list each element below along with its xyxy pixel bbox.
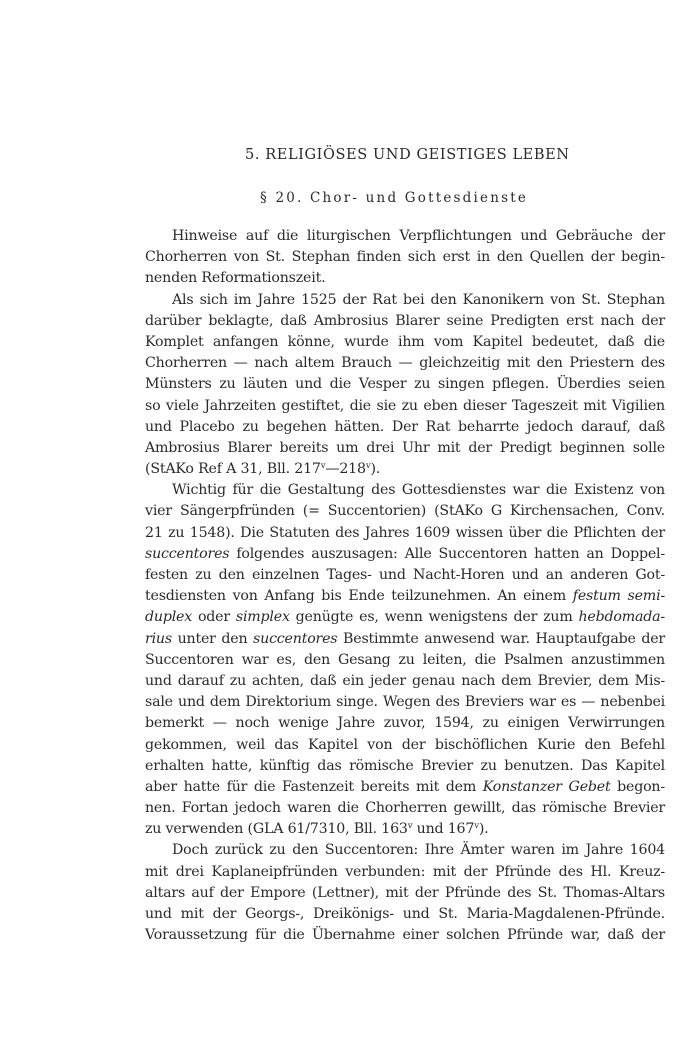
italic-term: duplex <box>145 609 193 626</box>
text-run: ). <box>478 821 489 838</box>
text-line: nenden Reformationszeit. <box>145 270 326 287</box>
text-line: Ambrosius Blarer bereits um drei Uhr mit der Predigt beginnen solle <box>145 439 665 456</box>
text-line: vier Sängerpfründen (= Succentorien) (StAKo G Kirchensachen, Conv. <box>145 503 665 520</box>
text-run: (StAKo Ref A 31, Bll. 217 <box>145 461 321 478</box>
text-line: Komplet anfangen könne, wurde ihm vom Kapitel bedeutet, daß die <box>145 333 665 350</box>
section-heading: § 20. Chor- und Gottesdienste <box>260 190 529 206</box>
text-line: Succentoren war es, den Gesang zu leiten, die Psalmen anzustimmen <box>145 651 665 668</box>
text-line: gekommen, weil das Kapitel von der bischöflichen Kurie den Befehl <box>145 736 665 753</box>
italic-term: festum semi- <box>572 588 665 605</box>
superscript: v <box>320 461 326 472</box>
text-line: Münsters zu läuten und die Vesper zu singen pflegen. Überdies seien <box>145 376 665 393</box>
text-line: Doch zurück zu den Succentoren: Ihre Ämter waren im Jahre 1604 <box>172 842 665 859</box>
text-line: sale und dem Direktorium singe. Wegen des Breviers war es — nebenbei <box>145 694 665 711</box>
text-run: zu verwenden (GLA 61/7310, Bll. 163 <box>145 821 408 838</box>
superscript: v <box>407 821 413 832</box>
text-line: 21 zu 1548). Die Statuten des Jahres 1609 wissen über die Pflichten der <box>145 524 665 541</box>
text-run: tesdiensten von Anfang bis Ende teilzunehmen. An einem <box>145 588 573 605</box>
text-run: folgendes auszusagen: Alle Succentoren hatten an Doppel- <box>229 545 665 562</box>
italic-term: simplex <box>235 609 290 626</box>
text-line <box>145 819 665 840</box>
text-line <box>145 459 665 480</box>
text-line: Chorherren von St. Stephan finden sich erst in den Quellen der begin- <box>145 249 665 266</box>
text-run: Bestimmte anwesend war. Hauptaufgabe der <box>337 630 665 647</box>
text-line: Hinweise auf die liturgischen Verpflichtungen und Gebräuche der <box>172 228 665 244</box>
chapter-heading: 5. RELIGIÖSES UND GEISTIGES LEBEN <box>245 147 570 163</box>
superscript: v <box>365 461 371 472</box>
text-run: —218 <box>325 461 366 478</box>
text-line: Chorherren — nach altem Brauch — gleichzeitig mit den Priestern des <box>145 355 665 372</box>
italic-term: rius <box>145 630 172 647</box>
text-line <box>145 629 665 650</box>
text-line: bemerkt — noch wenige Jahre zuvor, 1594, zu einigen Verwirrungen <box>145 715 665 732</box>
text-line: altars auf der Empore (Lettner), mit der Pfründe des St. Thomas-Altars <box>145 884 665 901</box>
text-line: erhalten hatte, künftig das römische Brevier zu benutzen. Das Kapitel <box>145 757 665 774</box>
text-line <box>145 607 665 628</box>
text-run: und 167 <box>412 821 475 838</box>
italic-term: hebdomada- <box>578 609 665 626</box>
text-line: und darauf zu achten, daß ein jeder genau nach dem Brevier, dem Mis- <box>145 672 665 689</box>
superscript: v <box>474 821 479 832</box>
text-run: oder <box>192 609 236 626</box>
italic-term: succentores <box>145 545 230 562</box>
text-run: begon- <box>610 778 665 795</box>
italic-term: Konstanzer Gebet <box>482 778 611 795</box>
text-line: und Placebo zu begehen hätten. Der Rat beharrte jedoch darauf, daß <box>145 418 665 435</box>
text-line: nen. Fortan jedoch waren die Chorherren gewillt, das römische Brevier <box>145 800 665 817</box>
text-line: Wichtig für die Gestaltung des Gottesdienstes war die Existenz von <box>172 482 665 499</box>
text-run: aber hatte für die Fastenzeit bereits mit dem <box>145 778 483 795</box>
text-line: mit drei Kaplaneipfründen verbunden: mit der Pfründe des Hl. Kreuz- <box>145 863 665 880</box>
text-line: und mit der Georgs-, Dreikönigs- und St. Maria-Magdalenen-Pfründe. <box>145 906 665 922</box>
italic-term: succentores <box>253 630 338 647</box>
text-line <box>145 544 665 565</box>
text-line: so viele Jahrzeiten gestiftet, die sie zu eben dieser Tageszeit mit Vigilien <box>145 397 665 414</box>
text-line <box>145 586 665 607</box>
text-line: festen zu den einzelnen Tages- und Nacht-Horen und an anderen Got- <box>145 567 665 583</box>
text-run: unter den <box>171 630 254 647</box>
body-text <box>145 226 665 946</box>
text-line: Als sich im Jahre 1525 der Rat bei den Kanonikern von St. Stephan <box>172 291 665 308</box>
text-line: Voraussetzung für die Übernahme einer solchen Pfründe war, daß der <box>145 927 665 944</box>
text-run: ). <box>370 461 381 478</box>
text-line: darüber beklagte, daß Ambrosius Blarer seine Predigten erst nach der <box>145 312 665 329</box>
text-line <box>145 777 665 798</box>
text-run: genügte es, wenn wenigstens der zum <box>289 609 579 626</box>
